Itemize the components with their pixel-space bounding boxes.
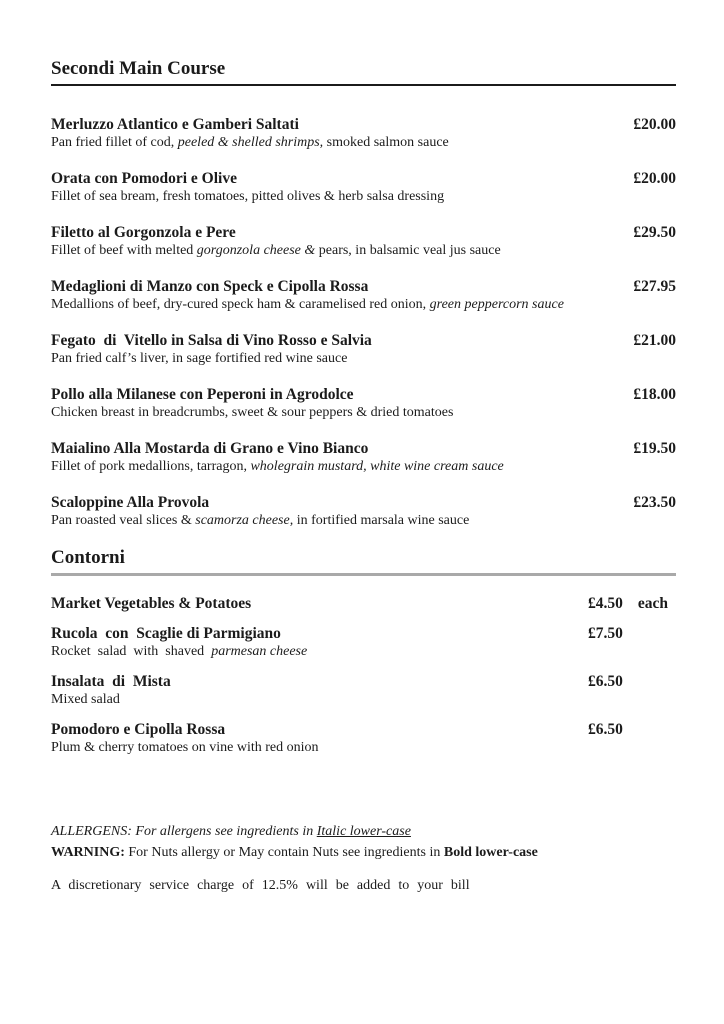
text-run: Pan fried fillet of cod, (51, 135, 178, 150)
item-header-row (51, 624, 676, 643)
text-run: Bold lower-case (443, 845, 538, 860)
price-value: £19.50 (633, 440, 676, 457)
text-run: smoked salmon sauce (323, 135, 449, 150)
menu-item (51, 672, 676, 709)
text-run: Medallions of beef, dry-cured speck ham & caramelised red onion, (51, 297, 430, 312)
menu-item (51, 115, 676, 152)
text-run: Pan fried calf’s liver, in sage fortified red wine sauce (51, 351, 348, 366)
item-header-row (51, 331, 676, 350)
price-value: £20.00 (633, 170, 676, 187)
menu-item (51, 439, 676, 476)
item-price (588, 672, 676, 691)
text-run: ALLERGENS (51, 824, 128, 839)
menu-item (51, 624, 676, 661)
item-name: Scaloppine Alla Provola (51, 494, 210, 511)
item-name: Insalata di Mista (51, 673, 171, 690)
text-run: scamorza cheese, (195, 513, 294, 528)
item-description (51, 643, 676, 661)
text-run: Fillet of pork medallions, tarragon, (51, 459, 251, 474)
menu-sections (51, 58, 676, 757)
price-value: £20.00 (633, 116, 676, 133)
item-header-row (51, 720, 676, 739)
item-name: Fegato di Vitello in Salsa di Vino Rosso e Salvia (51, 332, 372, 349)
price-value: £18.00 (633, 386, 676, 403)
item-header-row (51, 439, 676, 458)
text-run: Fillet of sea bream, fresh tomatoes, pitted olives & herb salsa dressing (51, 189, 445, 204)
service-charge-note: A discretionary service charge of 12.5% will be added to your bill (51, 878, 470, 893)
item-name: Market Vegetables & Potatoes (51, 595, 252, 612)
text-run: in fortified marsala wine sauce (293, 513, 470, 528)
text-run: : (127, 824, 136, 839)
menu-item (51, 720, 676, 757)
item-description (51, 739, 676, 757)
text-run: pears, in balsamic veal jus sauce (315, 243, 501, 258)
text-run: Plum & cherry tomatoes on vine with red onion (51, 740, 319, 755)
menu-item (51, 277, 676, 314)
item-name: Medaglioni di Manzo con Speck e Cipolla Rossa (51, 278, 369, 295)
menu-item (51, 169, 676, 206)
item-description (51, 350, 676, 368)
text-run: gorgonzola cheese & (196, 243, 316, 258)
text-run: For allergens see ingredients in (135, 824, 317, 839)
menu-item (51, 594, 676, 613)
price-value: £7.50 (588, 625, 623, 642)
text-run: Mixed salad (51, 692, 120, 707)
price-value: £29.50 (633, 224, 676, 241)
text-run: parmesan cheese (211, 644, 308, 659)
text-run: Pan roasted veal slices & (51, 513, 196, 528)
item-price (588, 594, 676, 613)
item-header-row (51, 493, 676, 512)
menu-content (51, 58, 676, 896)
section-title: Contorni (51, 547, 676, 576)
item-price (588, 169, 676, 188)
price-value: £6.50 (588, 721, 623, 738)
text-run: peeled & shelled shrimps, (177, 135, 324, 150)
text-run: WARNING: (51, 845, 125, 860)
menu-item (51, 223, 676, 260)
allergens-note (51, 821, 676, 842)
menu-section-contorni (51, 547, 676, 757)
price-suffix: each (637, 595, 669, 612)
menu-item (51, 385, 676, 422)
item-price (588, 223, 676, 242)
price-value: £6.50 (588, 673, 623, 690)
item-header-row (51, 169, 676, 188)
item-header-row (51, 115, 676, 134)
nuts-warning-note (51, 842, 676, 863)
text-run: green peppercorn sauce (429, 297, 564, 312)
item-price (588, 624, 676, 643)
item-description (51, 242, 676, 260)
price-value: £4.50 (588, 595, 623, 612)
item-header-row (51, 672, 676, 691)
text-run: Rocket salad with shaved (51, 644, 212, 659)
item-name: Filetto al Gorgonzola e Pere (51, 224, 236, 241)
text-run: Fillet of beef with melted (51, 243, 197, 258)
item-price (588, 277, 676, 296)
text-run: For Nuts allergy or May contain Nuts see ingredients in (124, 845, 444, 860)
item-price (588, 115, 676, 134)
text-run: wholegrain mustard, white wine cream sauce (250, 459, 504, 474)
item-price (588, 493, 676, 512)
item-price (588, 439, 676, 458)
section-title: Secondi Main Course (51, 58, 676, 86)
price-value: £23.50 (633, 494, 676, 511)
item-price (588, 385, 676, 404)
item-name: Pollo alla Milanese con Peperoni in Agrodolce (51, 386, 354, 403)
item-description (51, 404, 676, 422)
item-name: Orata con Pomodori e Olive (51, 170, 237, 187)
item-description (51, 458, 676, 476)
price-value: £27.95 (633, 278, 676, 295)
item-description (51, 296, 676, 314)
item-name: Rucola con Scaglie di Parmigiano (51, 625, 281, 642)
item-header-row (51, 385, 676, 404)
item-description (51, 691, 676, 709)
item-description (51, 188, 676, 206)
item-name: Pomodoro e Cipolla Rossa (51, 721, 226, 738)
price-value: £21.00 (633, 332, 676, 349)
item-header-row (51, 277, 676, 296)
item-name: Maialino Alla Mostarda di Grano e Vino Bianco (51, 440, 369, 457)
item-header-row (51, 594, 676, 613)
item-description (51, 512, 676, 530)
text-run: Italic lower-case (316, 824, 411, 839)
menu-item (51, 331, 676, 368)
item-description (51, 134, 676, 152)
item-price (588, 720, 676, 739)
item-price (588, 331, 676, 350)
item-name: Merluzzo Atlantico e Gamberi Saltati (51, 116, 299, 133)
text-run: Chicken breast in breadcrumbs, sweet & sour peppers & dried tomatoes (51, 405, 454, 420)
item-header-row (51, 223, 676, 242)
menu-footer (51, 821, 676, 896)
menu-item (51, 493, 676, 530)
menu-section-secondi (51, 58, 676, 530)
